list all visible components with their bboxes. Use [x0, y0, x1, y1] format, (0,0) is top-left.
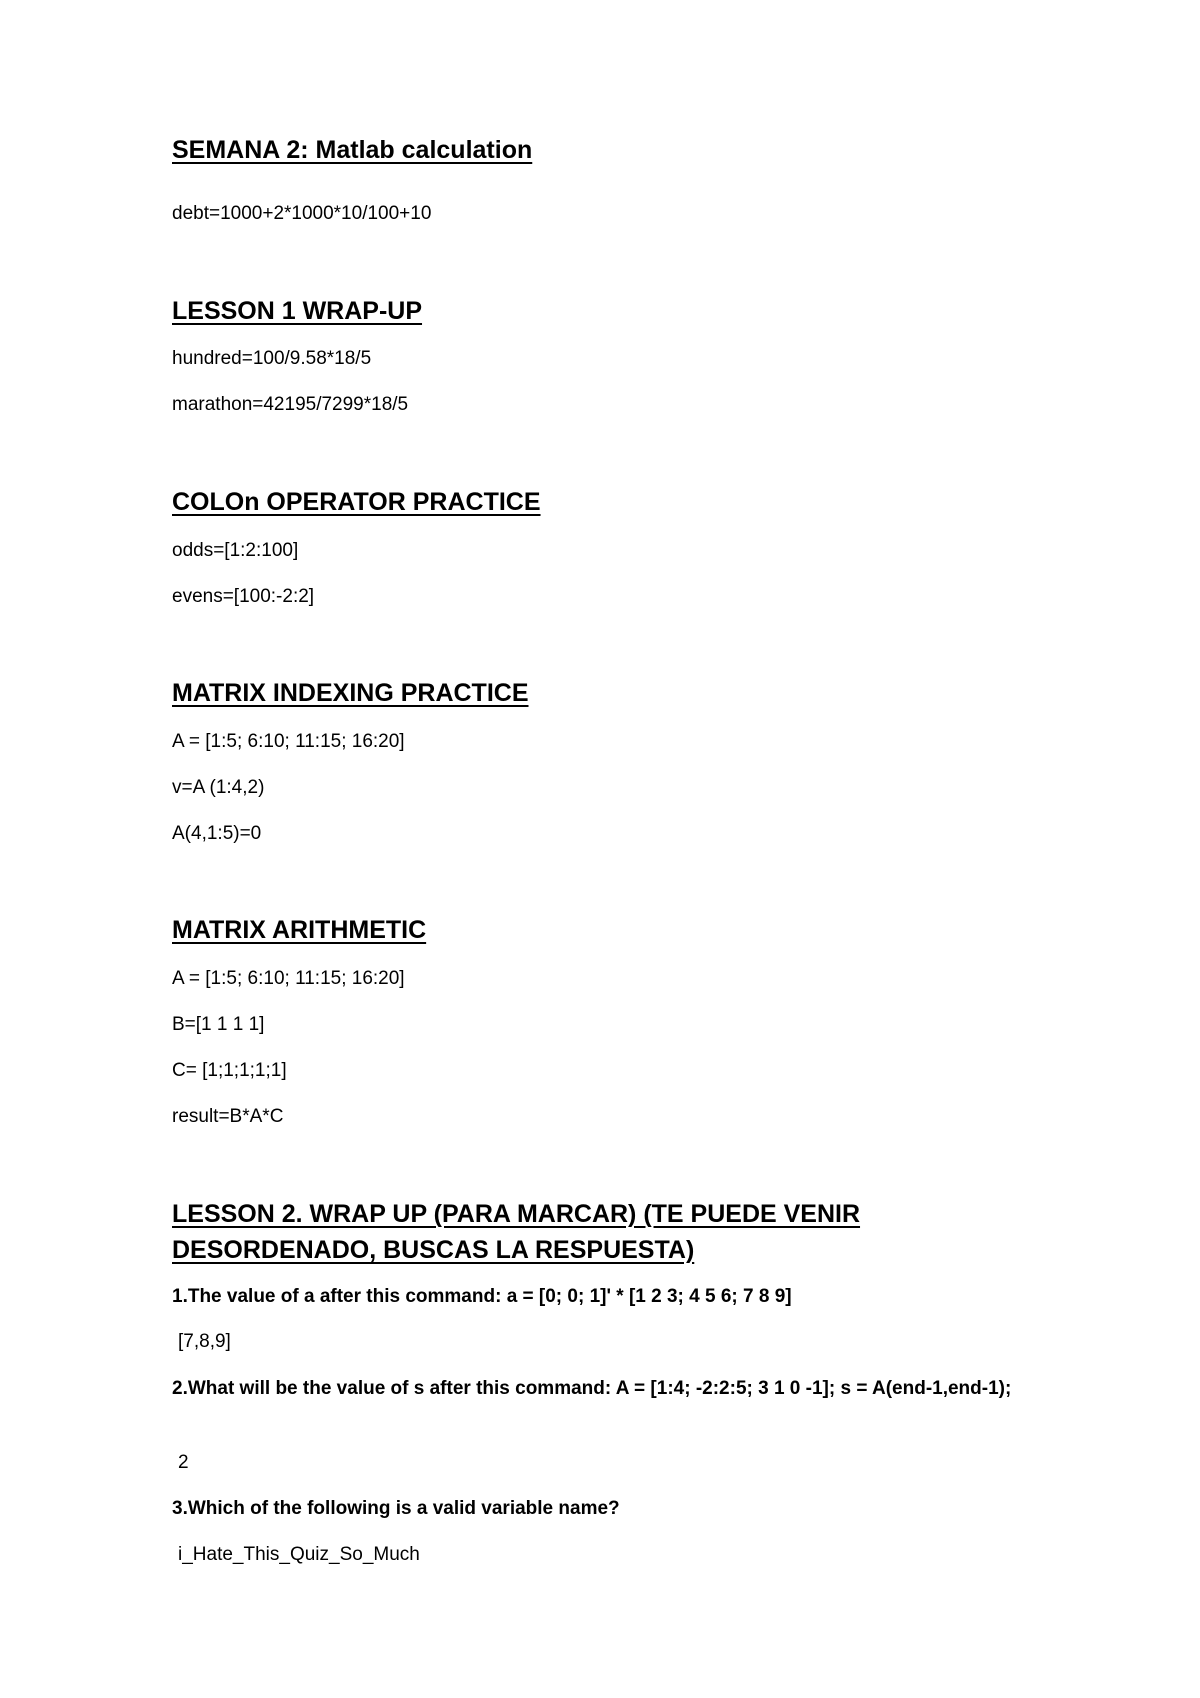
heading-matrix-arithmetic: MATRIX ARITHMETIC: [172, 916, 427, 944]
question-1: 1.The value of a after this command: a = [0; 0; 1]' * [1 2 3; 4 5 6; 7 8 9]: [172, 1286, 792, 1307]
code-line-a-row4: A(4,1:5)=0: [172, 823, 262, 844]
heading-semana-2: SEMANA 2: Matlab calculation: [172, 136, 533, 164]
code-line-result: result=B*A*C: [172, 1106, 284, 1127]
code-line-v: v=A (1:4,2): [172, 777, 265, 798]
question-3: 3.Which of the following is a valid variable name?: [172, 1498, 620, 1519]
code-line-c: C= [1;1;1;1;1]: [172, 1060, 287, 1081]
code-line-b: B=[1 1 1 1]: [172, 1014, 265, 1035]
code-line-hundred: hundred=100/9.58*18/5: [172, 348, 372, 369]
answer-2: 2: [178, 1452, 189, 1473]
question-2: 2.What will be the value of s after this command: A = [1:4; -2:2:5; 3 1 0 -1]; s = A(end-1,end-1);: [172, 1378, 1012, 1399]
heading-lesson-1-wrap-up: LESSON 1 WRAP-UP: [172, 297, 423, 325]
code-line-debt: debt=1000+2*1000*10/100+10: [172, 203, 432, 224]
heading-colon-operator-practice: COLOn OPERATOR PRACTICE: [172, 488, 541, 516]
code-line-evens: evens=[100:-2:2]: [172, 586, 315, 607]
answer-1: [7,8,9]: [178, 1331, 231, 1352]
heading-lesson-2-wrap-up: LESSON 2. WRAP UP (PARA MARCAR) (TE PUEDE VENIR DESORDENADO, BUSCAS LA RESPUESTA): [172, 1200, 861, 1264]
code-line-marathon: marathon=42195/7299*18/5: [172, 394, 409, 415]
code-line-matrix-a: A = [1:5; 6:10; 11:15; 16:20]: [172, 731, 405, 752]
code-line-odds: odds=[1:2:100]: [172, 540, 299, 561]
answer-3: i_Hate_This_Quiz_So_Much: [178, 1544, 420, 1565]
code-line-matrix-a-2: A = [1:5; 6:10; 11:15; 16:20]: [172, 968, 405, 989]
heading-matrix-indexing-practice: MATRIX INDEXING PRACTICE: [172, 679, 529, 707]
